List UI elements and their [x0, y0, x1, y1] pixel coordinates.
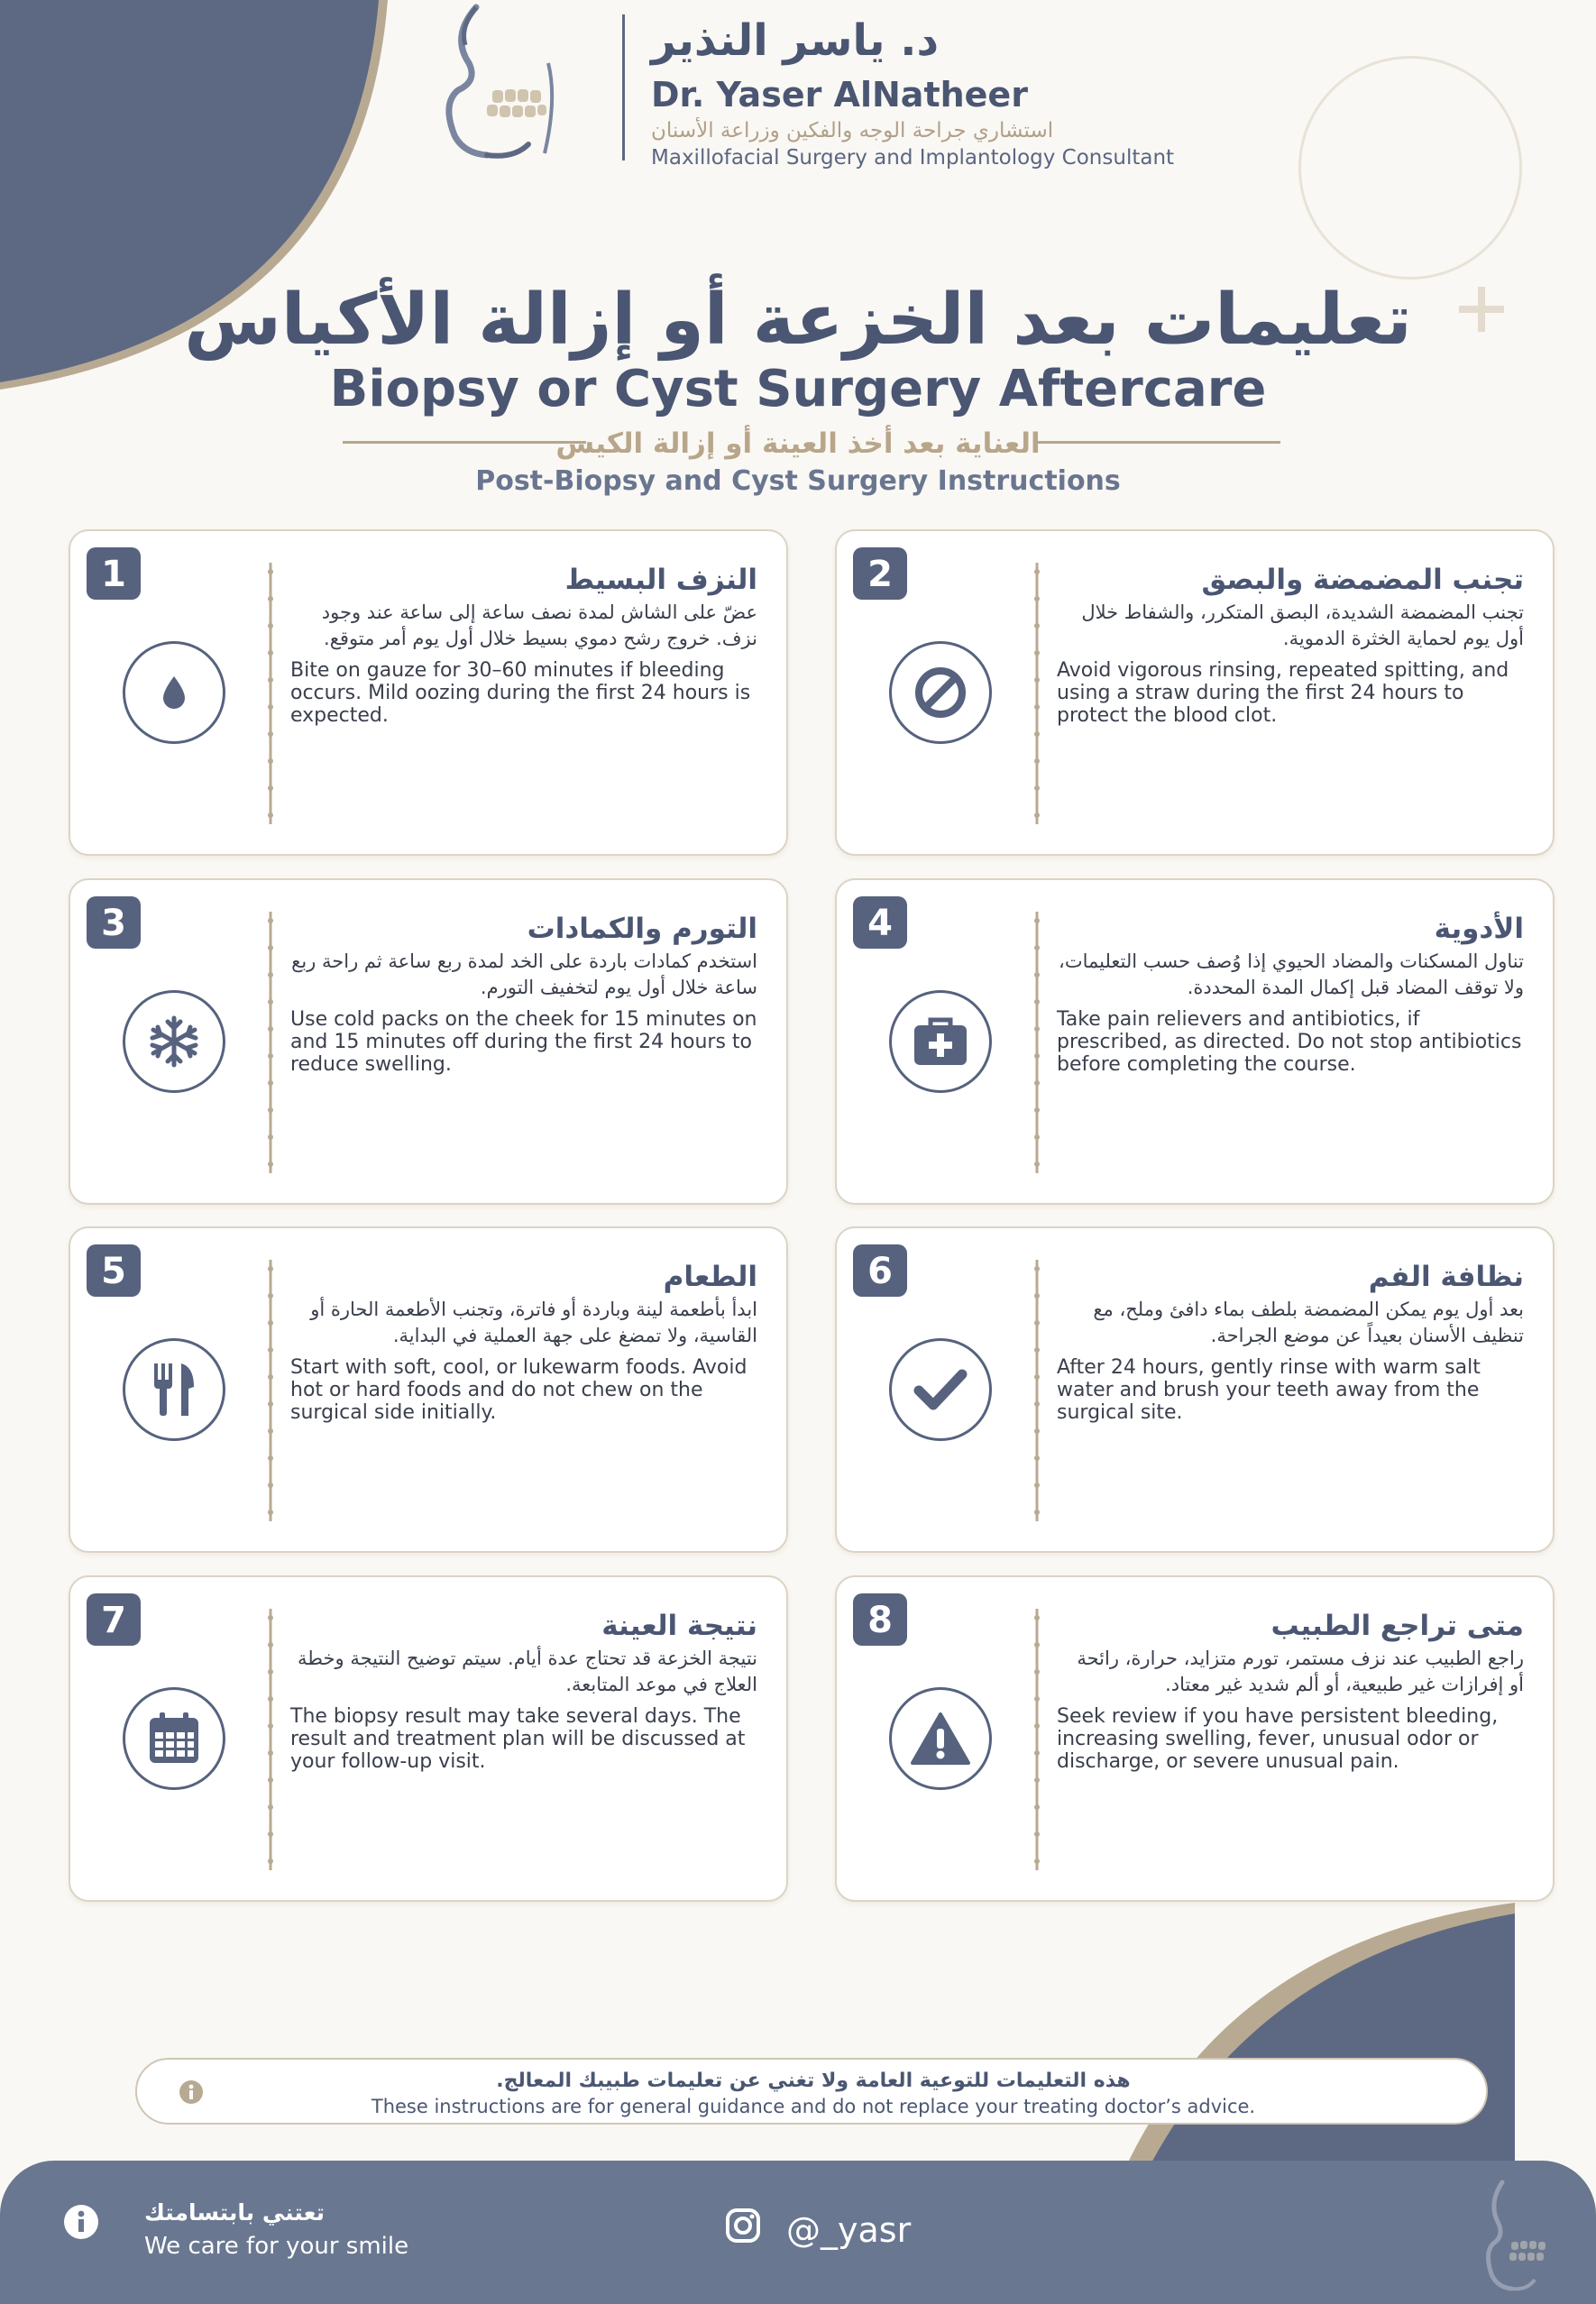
card-text-en: After 24 hours, gently rinse with warm salt water and brush your teeth away from the surgical site.	[1057, 1356, 1481, 1424]
card-text-ar: استخدم كمادات باردة على الخد لمدة ربع ساعة ثم راحة ربع ساعة خلال أول يوم لتخفيف التورم.	[291, 950, 757, 998]
card-title-ar: الطعام	[663, 1261, 757, 1293]
card-text-en: Use cold packs on the cheek for 15 minutes on and 15 minutes off during the first 24 hours to reduce swelling.	[290, 1008, 757, 1076]
card-text-ar: تجنب المضمضة الشديدة، البصق المتكرر، والشفاط خلال أول يوم لحماية الخثرة الدموية.	[1081, 601, 1524, 649]
instruction-card-3	[69, 878, 788, 1205]
card-number-badge: 3	[87, 896, 141, 949]
checkmark-icon	[889, 1338, 992, 1441]
corner-decoration-bottom-right	[1127, 1903, 1515, 2164]
card-divider	[1033, 1260, 1041, 1521]
warning-icon	[889, 1687, 992, 1790]
card-divider	[1033, 563, 1041, 824]
instruction-card-6	[835, 1226, 1555, 1553]
card-number-badge: 6	[853, 1244, 907, 1297]
card-text	[290, 909, 757, 1076]
card-divider	[267, 1609, 274, 1870]
doctor-name-ar: د. ياسر النذير	[651, 15, 940, 66]
page-title-en: Biopsy or Cyst Surgery Aftercare	[329, 360, 1267, 418]
card-title-ar: تجنب المضمضة والبصق	[1201, 564, 1524, 596]
card-number-badge: 5	[87, 1244, 141, 1297]
card-divider	[1033, 912, 1041, 1173]
card-title-ar: نتيجة العينة	[601, 1610, 757, 1642]
instagram-icon[interactable]	[725, 2208, 761, 2244]
instruction-card-2	[835, 529, 1555, 856]
instruction-card-5	[69, 1226, 788, 1553]
medical-kit-icon	[889, 990, 992, 1093]
card-text-en: Bite on gauze for 30–60 minutes if bleeding occurs. Mild oozing during the first 24 hours is expected.	[290, 659, 751, 727]
card-divider	[267, 1260, 274, 1521]
card-title-ar: متى تراجع الطبيب	[1270, 1610, 1524, 1642]
card-divider	[267, 563, 274, 824]
drop-icon	[123, 641, 225, 744]
card-text	[290, 1257, 757, 1424]
card-text-ar: راجع الطبيب عند نزف مستمر، تورم متزايد، حرارة، رائحة أو إفرازات غير طبيعية، أو ألم شديد غير معتاد.	[1077, 1648, 1524, 1695]
card-text-en: The biopsy result may take several days. The result and treatment plan will be discussed at your follow-up visit.	[290, 1705, 746, 1773]
card-text	[1057, 909, 1524, 1076]
subtitle-en: Post-Biopsy and Cyst Surgery Instructions	[475, 465, 1121, 497]
instruction-card-1	[69, 529, 788, 856]
card-divider	[1033, 1609, 1041, 1870]
footer-slogan-en: We care for your smile	[144, 2233, 409, 2260]
doctor-title-ar: استشاري جراحة الوجه والفكين وزراعة الأسنان	[651, 119, 1054, 142]
header-divider	[622, 14, 625, 161]
instruction-card-7	[69, 1575, 788, 1902]
card-text-ar: ابدأ بأطعمة لينة وباردة أو فاترة، وتجنب الأطعمة الحارة أو القاسية، ولا تمضغ على جهة العملية في البداية.	[310, 1299, 757, 1346]
card-title-ar: نظافة الفم	[1368, 1261, 1524, 1293]
card-number-badge: 8	[853, 1593, 907, 1646]
card-number-badge: 1	[87, 547, 141, 600]
card-text-en: Start with soft, cool, or lukewarm foods. Avoid hot or hard foods and do not chew on the surgical side initially.	[290, 1356, 748, 1424]
card-number-badge: 2	[853, 547, 907, 600]
disclaimer-box	[135, 2058, 1488, 2125]
card-title-ar: النزف البسيط	[564, 564, 757, 596]
card-text-ar: نتيجة الخزعة قد تحتاج عدة أيام. سيتم توضيح النتيجة وخطة العلاج في موعد المتابعة.	[298, 1648, 757, 1695]
disclaimer-text-en: These instructions are for general guidance and do not replace your treating doctor’s advice.	[371, 2096, 1256, 2117]
subtitle-ar: العناية بعد أخذ العينة أو إزالة الكيس	[555, 427, 1041, 460]
card-text-ar: تناول المسكنات والمضاد الحيوي إذا وُصف حسب التعليمات، ولا توقف المضاد قبل إكمال المدة المحددة.	[1059, 950, 1524, 998]
card-text-en: Seek review if you have persistent bleeding, increasing swelling, fever, unusual odor or discharge, or severe unusual pain.	[1057, 1705, 1499, 1773]
decorative-circle	[1298, 56, 1522, 280]
footer	[0, 2161, 1596, 2304]
card-number-badge: 7	[87, 1593, 141, 1646]
card-text	[1057, 1257, 1524, 1424]
doctor-title-en: Maxillofacial Surgery and Implantology Consultant	[651, 146, 1175, 170]
footer-logo	[1475, 2177, 1556, 2294]
instruction-card-4	[835, 878, 1555, 1205]
calendar-icon	[123, 1687, 225, 1790]
card-title-ar: الأدوية	[1434, 913, 1524, 945]
card-text-ar: عضّ على الشاش لمدة نصف ساعة إلى ساعة عند وجود نزف. خروج رشح دموي بسيط خلال أول يوم أمر متوقع.	[321, 601, 757, 649]
utensils-icon	[123, 1338, 225, 1441]
ban-icon	[889, 641, 992, 744]
clinic-logo	[424, 0, 577, 162]
page-title-ar: تعليمات بعد الخزعة أو إزالة الأكياس	[184, 280, 1412, 361]
doctor-name-en: Dr. Yaser AlNatheer	[651, 75, 1028, 115]
instagram-handle[interactable]: @_yasr	[786, 2210, 912, 2250]
card-text	[290, 1606, 757, 1773]
card-number-badge: 4	[853, 896, 907, 949]
card-text-ar: بعد أول يوم يمكن المضمضة بلطف بماء دافئ وملح، مع تنظيف الأسنان بعيداً عن موضع الجراحة.	[1093, 1299, 1524, 1346]
doctor-info	[651, 9, 1246, 171]
info-icon	[63, 2204, 99, 2240]
instruction-card-8	[835, 1575, 1555, 1902]
card-text	[1057, 560, 1524, 727]
card-text-en: Avoid vigorous rinsing, repeated spitting, and using a straw during the first 24 hours to protect the blood clot.	[1057, 659, 1509, 727]
card-text	[290, 560, 757, 727]
snowflake-icon	[123, 990, 225, 1093]
card-text-en: Take pain relievers and antibiotics, if prescribed, as directed. Do not stop antibiotics before completing the course.	[1057, 1008, 1522, 1076]
card-text	[1057, 1606, 1524, 1773]
footer-slogan-ar: تعتني بابتسامتك	[144, 2199, 326, 2226]
card-title-ar: التورم والكمادات	[527, 913, 757, 945]
card-divider	[267, 912, 274, 1173]
disclaimer-text-ar: هذه التعليمات للتوعية العامة ولا تغني عن تعليمات طبيبك المعالج.	[496, 2070, 1131, 2092]
